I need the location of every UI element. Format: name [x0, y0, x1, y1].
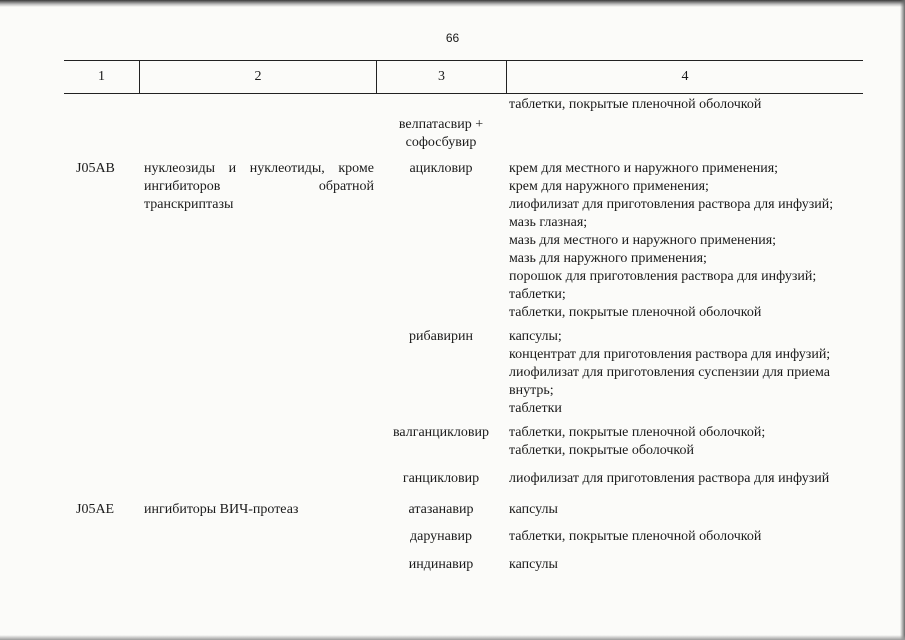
dosage-form-line: капсулы [509, 502, 558, 517]
drug-inn [376, 556, 506, 574]
dosage-forms [509, 328, 864, 418]
inn-line: ганцикловир [402, 471, 480, 486]
dosage-form-line: лиофилизат для приготовления раствора для инфузий [509, 471, 830, 486]
header-col-1: 1 [98, 69, 105, 84]
dosage-form-line: лиофилизат для приготовления раствора для инфузий; [509, 197, 834, 212]
scan-edge-top [0, 0, 905, 7]
dosage-form-line: капсулы [509, 557, 558, 572]
drug-inn [376, 501, 506, 519]
dosage-form-line: таблетки, покрытые пленочной оболочкой [509, 529, 762, 544]
anatomical-group [144, 501, 374, 519]
scan-edge-right [900, 0, 905, 640]
inn-line: дарунавир [410, 529, 472, 544]
anatomical-group [144, 160, 374, 214]
inn-line: индинавир [408, 557, 474, 572]
inn-line: рибавирин [409, 329, 473, 344]
dosage-forms [509, 96, 864, 114]
header-col-2: 2 [139, 61, 376, 93]
table-header [64, 60, 863, 94]
group-line: транскриптазы [144, 197, 234, 212]
dosage-form-line: мазь для местного и наружного применения; [509, 233, 777, 248]
dosage-forms [509, 556, 864, 574]
dosage-form-line: крем для местного и наружного применения; [509, 161, 779, 176]
dosage-form-line: мазь глазная; [509, 215, 588, 230]
inn-line: валганцикловир [392, 425, 490, 440]
dosage-form-line: таблетки, покрытые пленочной оболочкой [509, 97, 762, 112]
inn-line: софосбувир [405, 135, 477, 150]
dosage-form-line: таблетки; [509, 287, 566, 302]
dosage-forms [509, 470, 864, 488]
dosage-form-line: крем для наружного применения; [509, 179, 709, 194]
dosage-form-line: таблетки [509, 401, 562, 416]
inn-line: велпатасвир + [398, 117, 484, 132]
scan-edge-bottom [0, 635, 905, 640]
drug-inn [376, 528, 506, 546]
group-line: ингибиторов обратной [144, 179, 374, 194]
page-number: 66 [445, 31, 460, 45]
atc-code: J05AE [76, 502, 115, 517]
drug-inn [376, 328, 506, 346]
dosage-form-line: мазь для наружного применения; [509, 251, 707, 266]
dosage-form-line: капсулы; [509, 329, 562, 344]
inn-line: ацикловир [409, 161, 473, 176]
dosage-form-line: внутрь; [509, 383, 554, 398]
dosage-form-line: таблетки, покрытые пленочной оболочкой; [509, 425, 766, 440]
dosage-form-line: порошок для приготовления раствора для инфузий; [509, 269, 817, 284]
dosage-forms [509, 501, 864, 519]
dosage-forms [509, 160, 864, 322]
dosage-forms [509, 424, 864, 460]
dosage-forms [509, 528, 864, 546]
inn-line: атазанавир [408, 502, 474, 517]
header-col-3: 3 [376, 61, 506, 93]
dosage-form-line: таблетки, покрытые пленочной оболочкой [509, 305, 762, 320]
group-line: ингибиторы ВИЧ-протеаз [144, 502, 299, 517]
drug-inn [376, 116, 506, 152]
header-col-4: 4 [506, 61, 863, 93]
drug-inn [376, 160, 506, 178]
atc-code: J05AB [76, 161, 115, 176]
group-line: нуклеозиды и нуклеотиды, кроме [144, 161, 374, 176]
dosage-form-line: концентрат для приготовления раствора для инфузий; [509, 347, 831, 362]
drug-inn [376, 470, 506, 488]
drug-inn [376, 424, 506, 442]
dosage-form-line: таблетки, покрытые оболочкой [509, 443, 695, 458]
dosage-form-line: лиофилизат для приготовления суспензии для приема [509, 365, 830, 380]
